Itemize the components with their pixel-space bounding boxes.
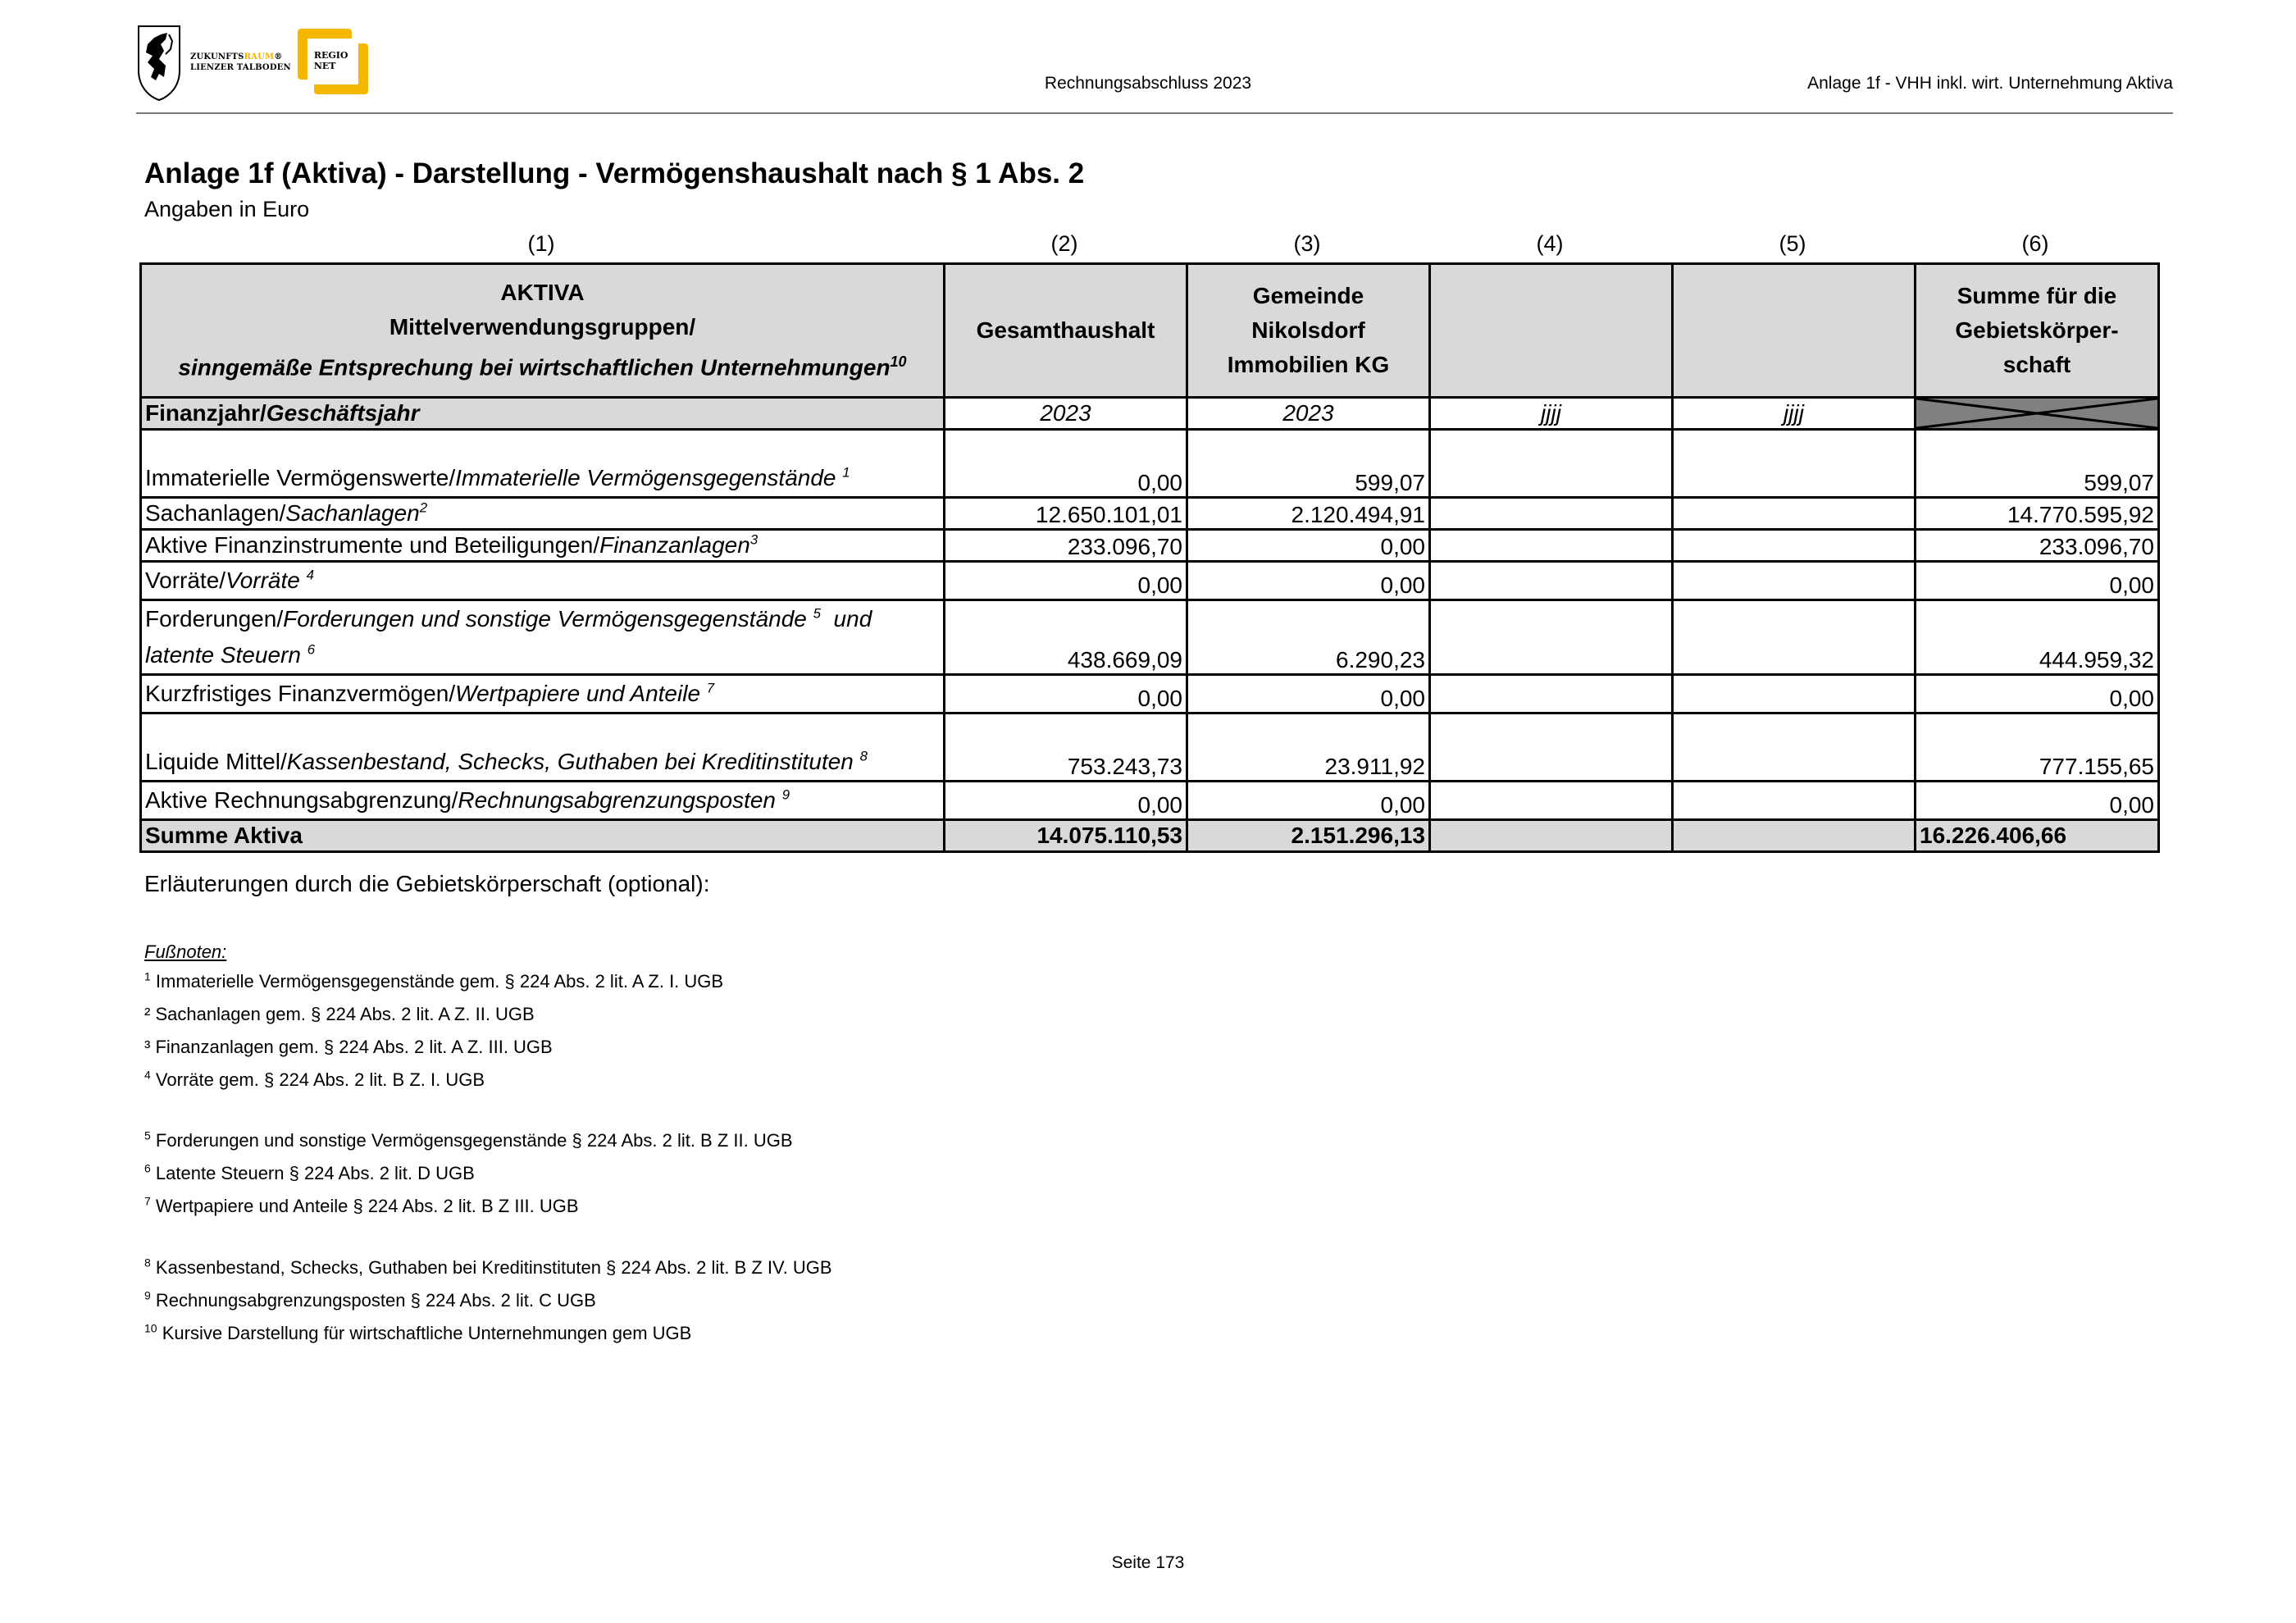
footnote [144,1130,793,1151]
footnote-number: 5 [144,1128,151,1142]
total-row [141,820,2159,852]
row-label [141,600,945,675]
table-header-row [141,264,2159,398]
value-cell [1673,430,1916,498]
footnote-number: 9 [144,1288,151,1302]
total-label: Summe Aktiva [141,820,945,852]
label-text: Immaterielle Vermögenswerte/ [145,465,456,490]
header-aktiva-title: AKTIVA [500,280,585,306]
header-col5 [1673,264,1916,398]
value-cell [1673,562,1916,600]
footnote [144,1163,475,1184]
footnote-ref: 2 [419,499,428,516]
value-cell: 0,00 [1916,562,2159,600]
total-value [1673,820,1916,852]
header-aktiva [141,264,945,398]
footnote-text: Wertpapiere und Anteile § 224 Abs. 2 lit. B Z III. UGB [155,1196,579,1216]
value-cell: 14.770.595,92 [1916,498,2159,530]
label-text: Forderungen/ [145,606,284,631]
footnote-ref: 9 [781,786,790,803]
row-label [141,498,945,530]
year-cell: 2023 [945,398,1187,430]
table-row [141,782,2159,820]
header-line: Immobilien KG [1227,352,1390,377]
year-row [141,398,2159,430]
header-logos [136,21,368,103]
footnote-ref: 10 [890,353,907,371]
value-cell: 438.669,09 [945,600,1187,675]
footnotes-title: Fußnoten: [144,941,227,962]
column-number: (4) [1536,231,1564,256]
value-cell: 0,00 [1187,562,1430,600]
footnote-ref: 1 [842,464,850,481]
value-cell: 599,07 [1187,430,1430,498]
label-italic: Rechnungsabgrenzungsposten [458,787,776,813]
label-italic: und [833,606,872,631]
header-line: Summe für die [1957,283,2117,308]
column-numbers [139,231,2157,261]
explanation-label: Erläuterungen durch die Gebietskörperschaft (optional): [144,871,710,896]
footnote [144,1037,553,1058]
value-cell [1673,782,1916,820]
header-col4 [1430,264,1673,398]
value-cell: 753.243,73 [945,713,1187,782]
label-italic: Finanzanlagen [599,532,750,558]
value-cell [1673,713,1916,782]
regio-line1: REGIO [313,50,348,61]
column-number: (1) [527,231,555,256]
value-cell [1430,430,1673,498]
value-cell: 0,00 [945,562,1187,600]
value-cell: 777.155,65 [1916,713,2159,782]
row-label [141,430,945,498]
value-cell: 0,00 [1916,675,2159,713]
regionet-logo [298,29,368,96]
value-cell: 0,00 [945,430,1187,498]
value-cell: 0,00 [1187,675,1430,713]
footnote-text: Rechnungsabgrenzungsposten § 224 Abs. 2 lit. C UGB [155,1290,596,1311]
footnote-number: ³ [144,1037,151,1057]
header-nikolsdorf-kg [1187,264,1430,398]
table-row [141,675,2159,713]
footnote [144,1257,832,1279]
value-cell [1430,530,1673,562]
aktiva-table [139,262,2160,853]
column-number: (6) [2021,231,2049,256]
regio-line2: NET [313,61,336,71]
footnote-text: Finanzanlagen gem. § 224 Abs. 2 lit. A Z. III. UGB [155,1037,553,1057]
header-line: schaft [2002,352,2071,377]
footnote-number: 8 [144,1256,151,1270]
row-label [141,530,945,562]
value-cell [1673,675,1916,713]
footnote-number: 6 [144,1161,151,1175]
value-cell: 233.096,70 [945,530,1187,562]
label-italic: Vorräte [226,568,300,593]
footnote-text: Latente Steuern § 224 Abs. 2 lit. D UGB [155,1163,475,1183]
value-cell: 0,00 [1916,782,2159,820]
value-cell: 12.650.101,01 [945,498,1187,530]
value-cell [1430,782,1673,820]
value-cell: 0,00 [1187,782,1430,820]
footnote-text: Sachanlagen gem. § 224 Abs. 2 lit. A Z. II. UGB [155,1004,535,1024]
value-cell [1430,498,1673,530]
label-italic: Forderungen und sonstige Vermögensgegenstände [283,606,807,631]
column-number: (2) [1050,231,1078,256]
total-value [1430,820,1673,852]
label-text: Aktive Rechnungsabgrenzung/ [145,787,458,813]
running-header-center: Rechnungsabschluss 2023 [1044,74,1252,93]
footnote-text: Kassenbestand, Schecks, Guthaben bei Kreditinstituten § 224 Abs. 2 lit. B Z IV. UGB [155,1257,832,1278]
label-text: Liquide Mittel/ [145,749,287,774]
label-italic: Geschäftsjahr [266,400,420,426]
coat-of-arms-icon [136,23,182,102]
page-title: Anlage 1f (Aktiva) - Darstellung - Vermögenshaushalt nach § 1 Abs. 2 [144,157,1085,189]
row-label [141,562,945,600]
footnote [144,1290,596,1311]
label-italic: latente Steuern [145,642,301,668]
footnote [144,971,723,992]
footnote-ref: 5 [813,605,821,622]
row-label [141,675,945,713]
footnote-ref: 4 [306,567,314,583]
label-text: Aktive Finanzinstrumente und Beteiligungen/ [145,532,600,558]
year-cell: 2023 [1187,398,1430,430]
year-cell: jjjj [1430,398,1673,430]
header-divider [136,112,2173,114]
crossed-out-cell [1916,398,2159,430]
table-row [141,530,2159,562]
footnote-ref: 8 [859,748,868,764]
value-cell [1430,562,1673,600]
total-value: 16.226.406,66 [1916,820,2159,852]
value-cell: 2.120.494,91 [1187,498,1430,530]
value-cell [1430,600,1673,675]
value-cell: 0,00 [945,782,1187,820]
value-cell [1430,675,1673,713]
row-label [141,782,945,820]
value-cell: 23.911,92 [1187,713,1430,782]
brand-reg-mark: ® [274,52,283,62]
footnote-number: 1 [144,969,151,983]
header-summe [1916,264,2159,398]
header-aktiva-subtitle: Mittelverwendungsgruppen/ [389,314,696,340]
footnote-text: Forderungen und sonstige Vermögensgegenstände § 224 Abs. 2 lit. B Z II. UGB [155,1130,793,1151]
footnote-text: Kursive Darstellung für wirtschaftliche Unternehmungen gem UGB [162,1323,692,1343]
value-cell: 0,00 [1187,530,1430,562]
page-number: Seite 173 [1111,1553,1185,1572]
table-row [141,713,2159,782]
brand-line1-a: ZUKUNFTS [190,52,244,62]
column-number: (5) [1779,231,1806,256]
label-text: Kurzfristiges Finanzvermögen/ [145,681,456,706]
brand-zukunftsraum [190,52,291,73]
footnote [144,1196,579,1217]
footnote-ref: 7 [706,680,715,696]
header-line: Nikolsdorf [1251,317,1365,343]
brand-line2: LIENZER TALBODEN [190,63,291,72]
footnote-ref: 6 [307,641,316,658]
label-italic: Sachanlagen [285,500,420,526]
brand-line1-b: RAUM [244,52,275,62]
units-label: Angaben in Euro [144,197,310,221]
value-cell: 0,00 [945,675,1187,713]
table-row [141,562,2159,600]
header-line: Gebietskörper- [1955,317,2119,343]
table-row [141,498,2159,530]
value-cell [1673,498,1916,530]
value-cell [1673,530,1916,562]
total-value: 14.075.110,53 [945,820,1187,852]
year-row-label [141,398,945,430]
footnote [144,1004,535,1025]
cross-icon [1916,399,2157,428]
value-cell: 6.290,23 [1187,600,1430,675]
label-text: Finanzjahr/ [145,400,266,426]
footnote [144,1323,691,1344]
footnote-ref: 3 [749,531,758,548]
value-cell [1430,713,1673,782]
label-text: Vorräte/ [145,568,226,593]
label-italic: Wertpapiere und Anteile [455,681,701,706]
year-cell: jjjj [1673,398,1916,430]
footnote-number: 7 [144,1194,151,1208]
value-cell: 233.096,70 [1916,530,2159,562]
running-header-right: Anlage 1f - VHH inkl. wirt. Unternehmung Aktiva [1807,74,2173,93]
total-value: 2.151.296,13 [1187,820,1430,852]
column-number: (3) [1293,231,1321,256]
label-text: Sachanlagen/ [145,500,286,526]
table-row [141,430,2159,498]
footnote [144,1069,485,1091]
label-italic: Immaterielle Vermögensgegenstände [455,465,836,490]
footnote-number: 10 [144,1321,157,1335]
footnote-number: ² [144,1004,151,1024]
value-cell [1673,600,1916,675]
footnote-text: Immaterielle Vermögensgegenstände gem. § 224 Abs. 2 lit. A Z. I. UGB [155,971,724,992]
value-cell: 444.959,32 [1916,600,2159,675]
header-gesamthaushalt: Gesamthaushalt [945,264,1187,398]
row-label [141,713,945,782]
table-row [141,600,2159,675]
footnote-number: 4 [144,1068,151,1082]
label-italic: Kassenbestand, Schecks, Guthaben bei Kreditinstituten [286,749,854,774]
footnote-text: Vorräte gem. § 224 Abs. 2 lit. B Z. I. UGB [155,1069,485,1090]
header-line: Gemeinde [1252,283,1364,308]
header-aktiva-italic: sinngemäße Entsprechung bei wirtschaftlichen Unternehmungen [178,354,891,381]
value-cell: 599,07 [1916,430,2159,498]
